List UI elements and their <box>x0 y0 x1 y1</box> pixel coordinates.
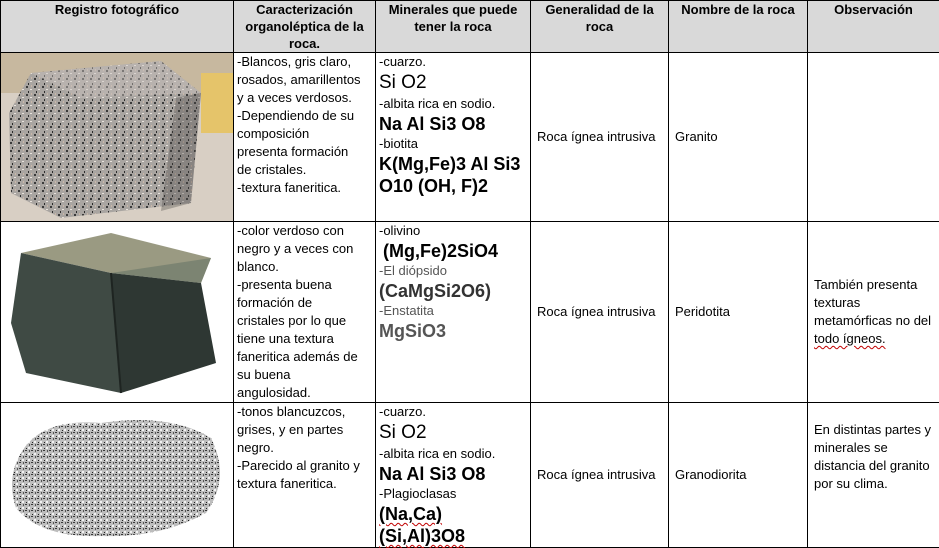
header-organoleptic: Caracterización organoléptica de la roca. <box>234 1 376 53</box>
text-line: En distintas partes y <box>814 421 936 439</box>
mineral-formula: Si O2 <box>379 71 527 95</box>
header-minerals: Minerales que puede tener la roca <box>376 1 531 53</box>
mineral-label: -Enstatita <box>379 302 527 320</box>
observation-cell <box>808 53 939 222</box>
photo-cell <box>1 222 234 403</box>
text-line: faneritica además de <box>237 348 372 366</box>
text-line: de cristales. <box>237 161 372 179</box>
mineral-formula: (CaMgSi2O6) <box>379 280 527 302</box>
mineral-formula: O10 (OH, F)2 <box>379 175 527 197</box>
text-line: negro. <box>237 439 372 457</box>
text-line: formación de <box>237 294 372 312</box>
organoleptic-cell <box>234 53 376 222</box>
mineral-label: -El diópsido <box>379 262 527 280</box>
text-line: todo ígneos. <box>814 330 936 348</box>
text-line: y a veces verdosos. <box>237 89 372 107</box>
text-line: -Blancos, gris claro, <box>237 53 372 71</box>
organoleptic-cell <box>234 403 376 548</box>
mineral-formula: K(Mg,Fe)3 Al Si3 <box>379 153 527 175</box>
mineral-label: -cuarzo. <box>379 53 527 71</box>
granodiorite-photo <box>1 408 233 543</box>
table-row <box>1 403 939 548</box>
generality-cell: Roca ígnea intrusiva <box>531 222 669 403</box>
table-row <box>1 222 939 403</box>
header-row <box>1 1 939 53</box>
text-line: su buena <box>237 366 372 384</box>
text-line: -Parecido al granito y <box>237 457 372 475</box>
mineral-label: -albita rica en sodio. <box>379 445 527 463</box>
mineral-label: -biotita <box>379 135 527 153</box>
mineral-formula: Na Al Si3 O8 <box>379 463 527 485</box>
generality-cell: Roca ígnea intrusiva <box>531 53 669 222</box>
minerals-cell <box>376 53 531 222</box>
text-line: -Dependiendo de su <box>237 107 372 125</box>
header-generality: Generalidad de la roca <box>531 1 669 53</box>
photo-cell <box>1 403 234 548</box>
granite-photo <box>1 53 233 221</box>
text-line: composición <box>237 125 372 143</box>
text-line: textura faneritica. <box>237 475 372 493</box>
minerals-cell <box>376 403 531 548</box>
text-line: angulosidad. <box>237 384 372 402</box>
rock-name-cell: Peridotita <box>669 222 808 403</box>
text-line: -presenta buena <box>237 276 372 294</box>
rock-name-cell: Granito <box>669 53 808 222</box>
text-line: distancia del granito <box>814 457 936 475</box>
mineral-formula: Na Al Si3 O8 <box>379 113 527 135</box>
minerals-cell <box>376 222 531 403</box>
mineral-label: -cuarzo. <box>379 403 527 421</box>
text-line: minerales se <box>814 439 936 457</box>
rock-name-cell: Granodiorita <box>669 403 808 548</box>
photo-cell <box>1 53 234 222</box>
text-line: También presenta <box>814 276 936 294</box>
text-line: blanco. <box>237 258 372 276</box>
text-line: negro y a veces con <box>237 240 372 258</box>
text-line: -tonos blancuzcos, <box>237 403 372 421</box>
text-line: rosados, amarillentos <box>237 71 372 89</box>
mineral-formula: Si O2 <box>379 421 527 445</box>
text-line: grises, y en partes <box>237 421 372 439</box>
text-line: presenta formación <box>237 143 372 161</box>
text-line: metamórficas no del <box>814 312 936 330</box>
mineral-formula: (Na,Ca)(Si,Al)3O8 <box>379 503 527 547</box>
header-observation: Observación <box>808 1 939 53</box>
generality-cell: Roca ígnea intrusiva <box>531 403 669 548</box>
mineral-label: -albita rica en sodio. <box>379 95 527 113</box>
mineral-formula: (Mg,Fe)2SiO4 <box>379 240 527 262</box>
header-photo: Registro fotográfico <box>1 1 234 53</box>
text-line: -textura faneritica. <box>237 179 372 197</box>
peridotite-photo <box>1 223 233 402</box>
organoleptic-cell <box>234 222 376 403</box>
header-rock-name: Nombre de la roca <box>669 1 808 53</box>
observation-cell <box>808 403 939 548</box>
text-line: cristales por lo que <box>237 312 372 330</box>
table-row <box>1 53 939 222</box>
text-line: texturas <box>814 294 936 312</box>
text-line: por su clima. <box>814 475 936 493</box>
text-line: tiene una textura <box>237 330 372 348</box>
text-line: -color verdoso con <box>237 222 372 240</box>
mineral-label: -olivino <box>379 222 527 240</box>
observation-cell <box>808 222 939 403</box>
mineral-formula: MgSiO3 <box>379 320 527 342</box>
mineral-label: -Plagioclasas <box>379 485 527 503</box>
